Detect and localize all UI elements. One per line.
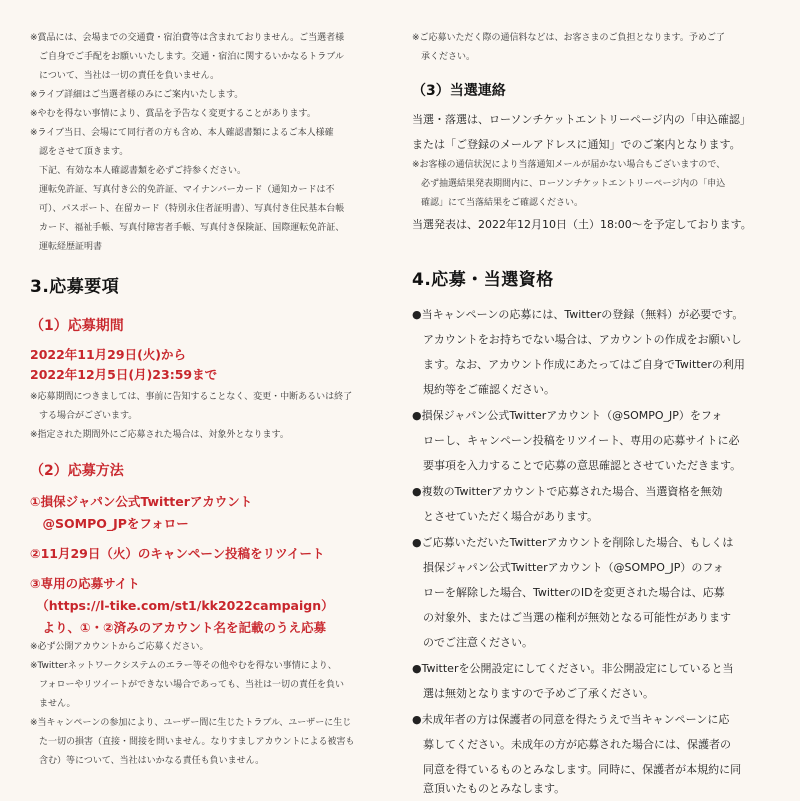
contact-heading: （3）当選連絡 [412,83,506,99]
note-line: ※ライブ当日、会場にて同行者の方も含め、本人確認書類によるご本人様確 [30,128,334,138]
eligibility-line: 規約等をご確認ください。 [412,383,555,396]
section-4-title: 4.応募・当選資格 [412,270,554,290]
note-line: について、当社は一切の責任を負いません。 [30,71,220,81]
eligibility-line: ●損保ジャパン公式Twitterアカウント（@SOMPO_JP）をフォ [412,409,723,422]
note-line: 確認」にて当落結果をご確認ください。 [412,198,584,208]
eligibility-line: ます。なお、アカウント作成にあたってはご自身でTwitterの利用 [412,358,745,371]
note-line: 運転経歴証明書 [30,242,103,252]
note-line: 承ください。 [412,52,476,62]
note-line: 可）、パスポート、在留カード（特別永住者証明書）、写真付き住民基本台帳 [30,204,345,214]
note-line: ※やむを得ない事情により、賞品を予告なく変更することがあります。 [30,109,316,119]
method-step: ③専用の応募サイト [30,576,140,591]
note-line: 下記、有効な本人確認書類を必ずご持参ください。 [30,166,247,176]
eligibility-line: ●Twitterを公開設定にしてください。非公開設定にしていると当 [412,662,734,675]
note-line: する場合がございます。 [30,411,138,421]
eligibility-line: ローし、キャンペーン投稿をリツイート、専用の応募サイトに必 [412,434,740,447]
method-step: より、①・②済みのアカウント名を記載のうえ応募 [30,620,327,635]
section-3-title: 3.応募要項 [30,277,120,297]
method-heading: （2）応募方法 [30,463,124,479]
eligibility-line: のでご注意ください。 [412,636,533,649]
eligibility-line: 選は無効となりますので予めご了承ください。 [412,687,654,700]
method-step: ①損保ジャパン公式Twitterアカウント [30,494,253,509]
eligibility-line: とさせていただく場合があります。 [412,510,599,523]
announce-line: 当選発表は、2022年12月10日（土）18:00〜を予定しております。 [412,218,752,231]
eligibility-line: ●複数のTwitterアカウントで応募された場合、当選資格を無効 [412,485,723,498]
eligibility-line: の対象外、またはご当選の権利が無効となる可能性があります [412,611,731,624]
eligibility-line: ●当キャンペーンの応募には、Twitterの登録（無料）が必要です。 [412,308,744,321]
method-step: @SOMPO_JPをフォロー [30,516,189,531]
period-end: 2022年12月5日(月)23:59まで [30,367,218,382]
note-line: ご自身でご手配をお願いいたします。交通・宿泊に関するいかなるトラブル [30,52,344,62]
eligibility-line: ●ご応募いただいたTwitterアカウントを削除した場合、もしくは [412,536,734,549]
period-start: 2022年11月29日(火)から [30,347,187,362]
note-line: 認をさせて頂きます。 [30,147,129,157]
note-line: ません。 [30,699,76,709]
note-line: ※賞品には、会場までの交通費・宿泊費等は含まれておりません。ご当選者様 [30,33,345,43]
eligibility-line: 意頂いたものとみなします。 [412,782,566,795]
eligibility-line: ローを解除した場合、TwitterのIDを変更された場合は、応募 [412,586,725,599]
eligibility-line: 要事項を入力することで応募の意思確認とさせていただきます。 [412,459,742,472]
note-line: ※当キャンペーンの参加により、ユーザー間に生じたトラブル、ユーザーに生じ [30,718,352,728]
eligibility-line: ●未成年者の方は保護者の同意を得たうえで当キャンペーンに応 [412,713,730,726]
note-line: ※お客様の通信状況により当落通知メールが届かない場合もございますので、 [412,160,726,170]
eligibility-line: 損保ジャパン公式Twitterアカウント（@SOMPO_JP）のフォ [412,561,724,574]
note-line: た一切の損害（直接・間接を問いません。なりすましアカウントによる被害も [30,737,355,747]
note-line: ※応募期間につきましては、事前に告知することなく、変更・中断あるいは終了 [30,392,353,402]
eligibility-line: アカウントをお持ちでない場合は、アカウントの作成をお願いし [412,333,742,346]
note-line: 含む）等について、当社はいかなる責任も負いません。 [30,756,265,766]
period-heading: （1）応募期間 [30,318,124,334]
note-line: ※指定された期間外にご応募された場合は、対象外となります。 [30,430,289,440]
contact-line: 当選・落選は、ローソンチケットエントリーページ内の「申込確認」 [412,113,751,126]
method-step: ②11月29日（火）のキャンペーン投稿をリツイート [30,546,325,561]
note-line: カード、福祉手帳、写真付障害者手帳、写真付き保険証、国際運転免許証、 [30,223,345,233]
note-line: ※ご応募いただく際の通信料などは、お客さまのご負担となります。予めご了 [412,33,725,43]
note-line: ※必ず公開アカウントからご応募ください。 [30,642,209,652]
note-line: ※ライブ詳細はご当選者様のみにご案内いたします。 [30,90,244,100]
eligibility-line: 同意を得ているものとみなします。同時に、保護者が本規約に同 [412,763,742,776]
note-line: ※Twitterネットワークシステムのエラー等その他やむを得ない事情により、 [30,661,337,671]
eligibility-line: 募してください。未成年の方が応募された場合には、保護者の [412,738,731,751]
note-line: フォローやリツイートができない場合であっても、当社は一切の責任を負い [30,680,345,690]
contact-line: または「ご登録のメールアドレスに通知」でのご案内となります。 [412,138,741,151]
campaign-url: （https://l-tike.com/st1/kk2022campaign） [30,598,334,613]
note-line: 必ず抽選結果発表期間内に、ローソンチケットエントリーページ内の「申込 [412,179,726,189]
note-line: 運転免許証、写真付き公的免許証、マイナンバーカード（通知カードは不 [30,185,335,195]
